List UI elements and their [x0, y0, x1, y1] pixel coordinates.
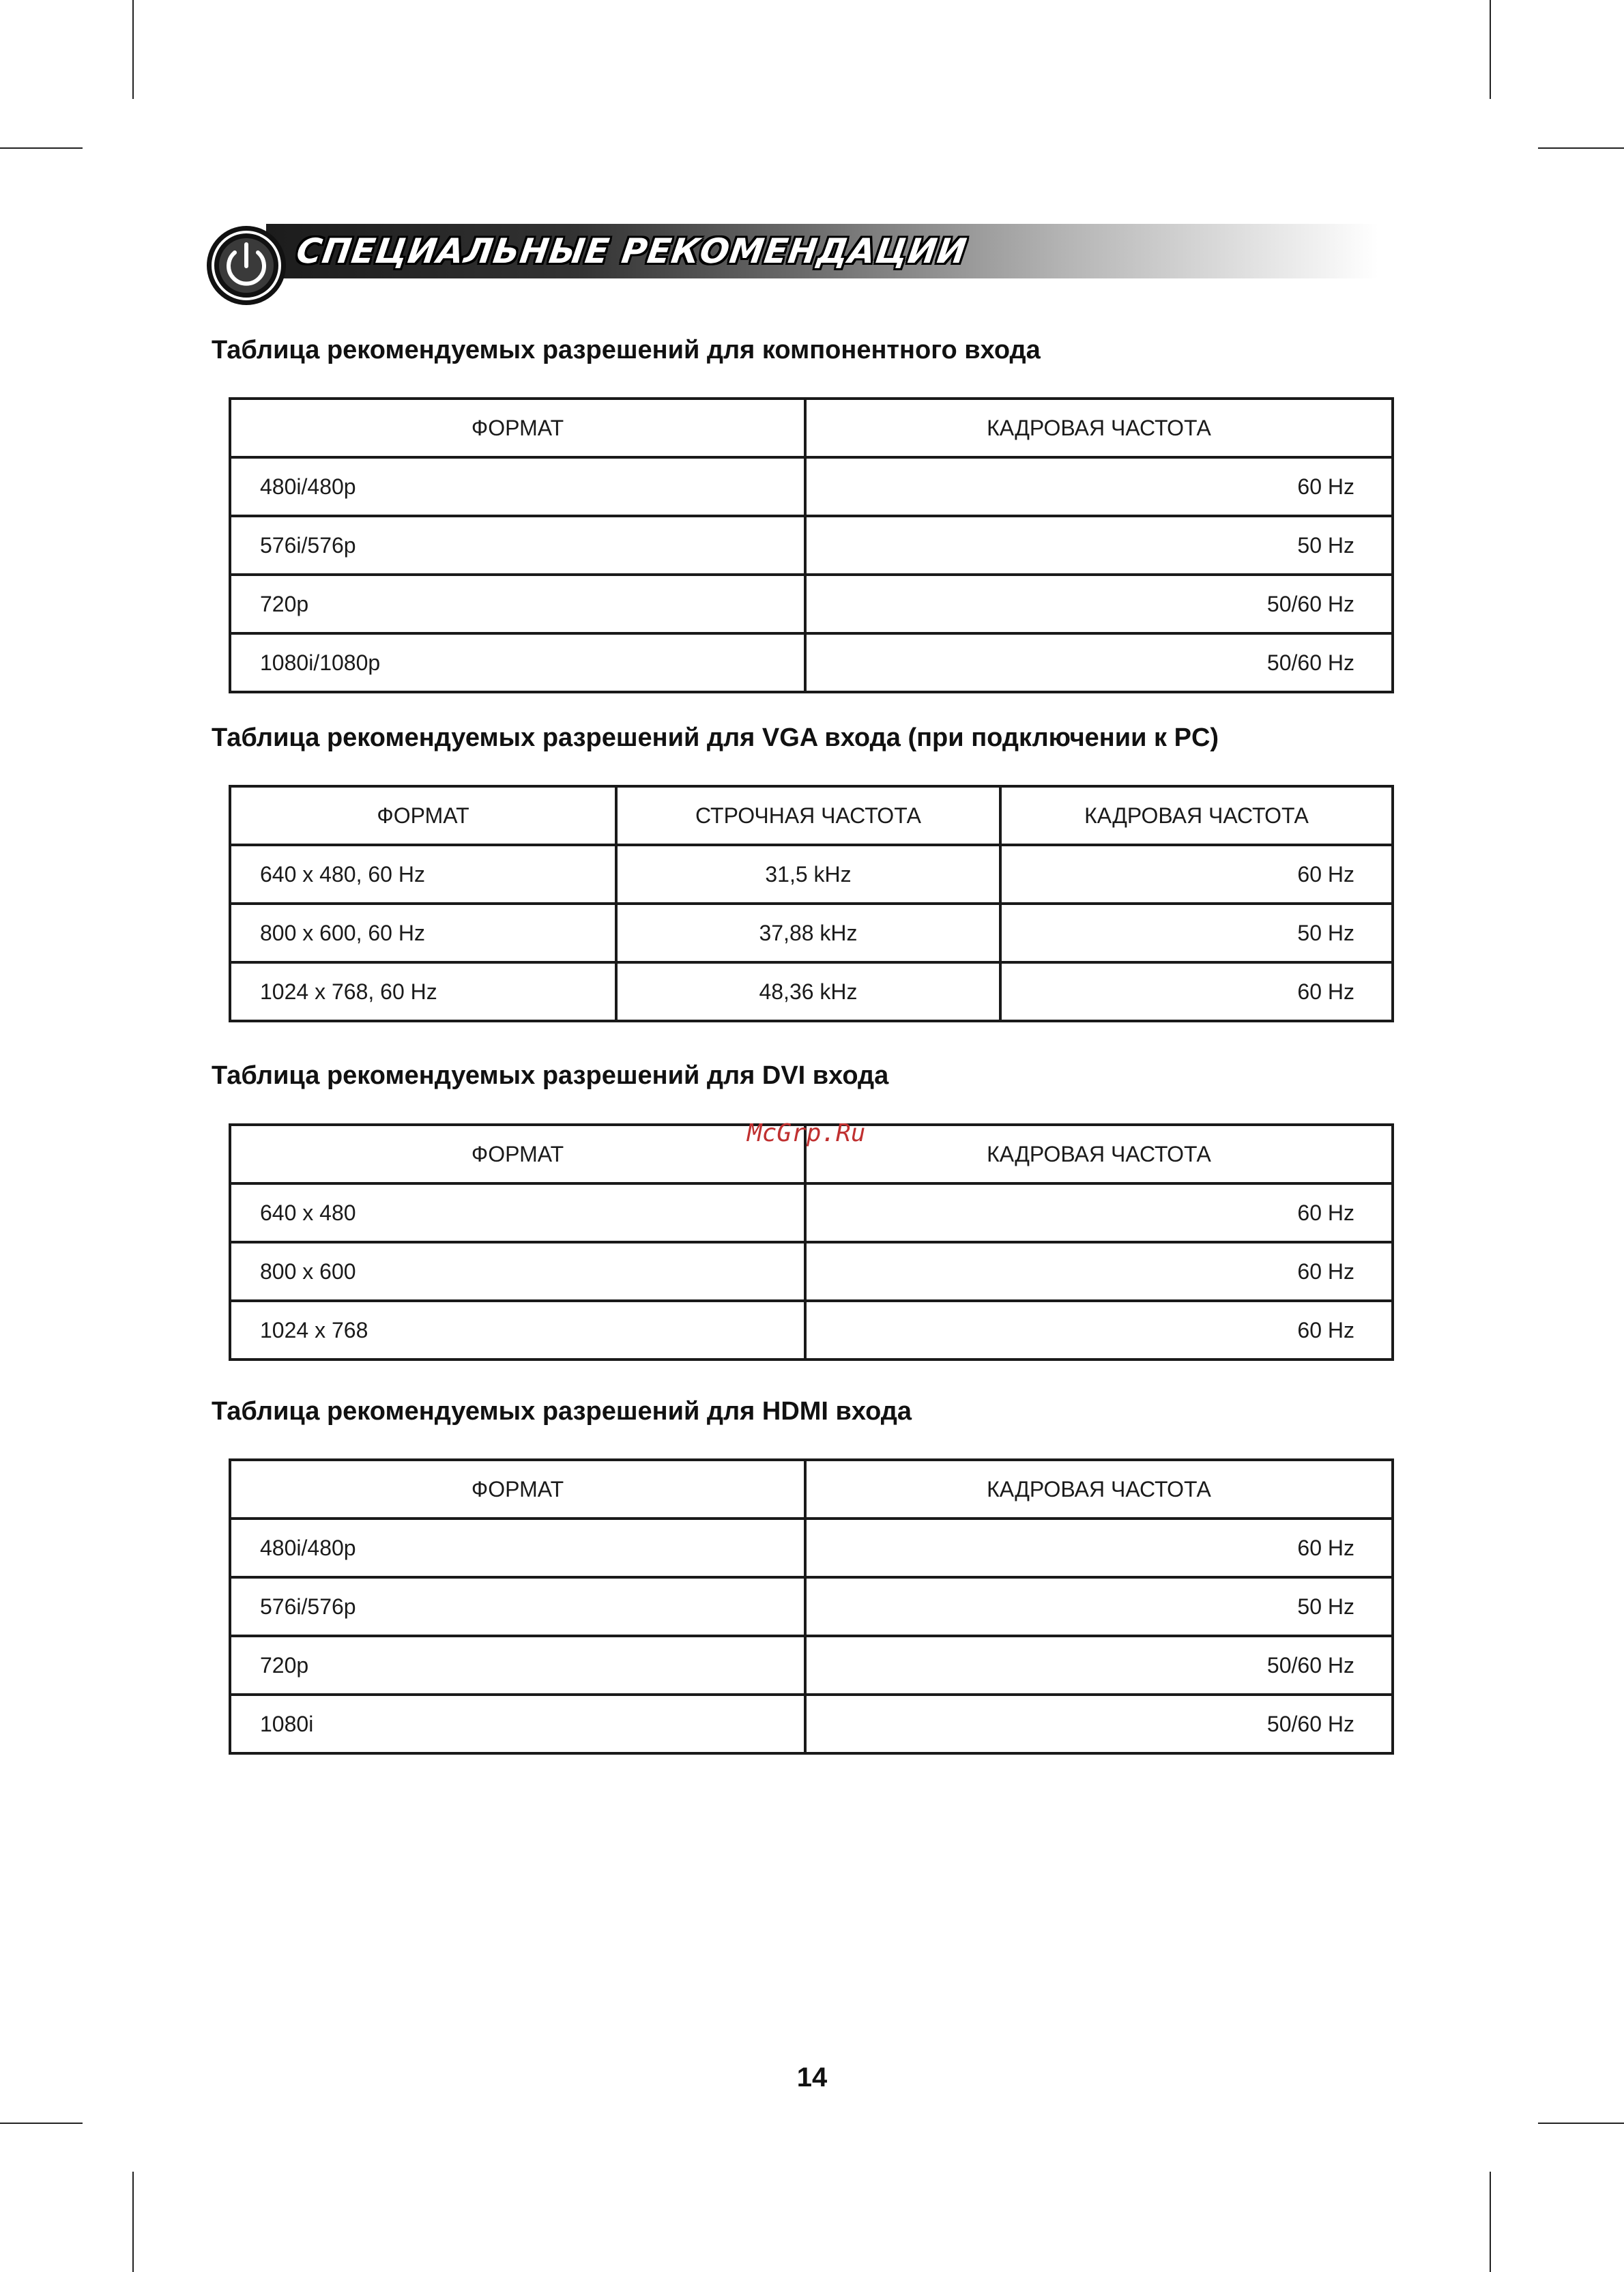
frame-rate-cell: 60 Hz — [1000, 845, 1393, 904]
table-row — [230, 962, 1393, 1021]
header-cell: ФОРМАТ — [230, 1125, 805, 1183]
crop-mark — [1538, 2123, 1624, 2124]
line-rate-cell: 48,36 kHz — [616, 962, 1000, 1021]
frame-rate-cell: 60 Hz — [805, 1242, 1393, 1301]
format-cell: 800 x 600, 60 Hz — [230, 904, 616, 962]
page-title: СПЕЦИАЛЬНЫЕ РЕКОМЕНДАЦИИ — [293, 231, 970, 271]
format-cell: 576i/576p — [230, 1577, 805, 1636]
table-header-row — [230, 786, 1393, 845]
frame-rate-cell: 50 Hz — [805, 516, 1393, 575]
watermark: McGrp.Ru — [747, 1119, 866, 1147]
section-title-component: Таблица рекомендуемых разрешений для компонентного входа — [212, 336, 1041, 364]
format-cell: 1080i/1080p — [230, 633, 805, 692]
table-header-row — [230, 399, 1393, 457]
section-title-dvi: Таблица рекомендуемых разрешений для DVI входа — [212, 1061, 889, 1090]
table-row — [230, 457, 1393, 516]
table-vga — [229, 785, 1394, 1022]
header-cell: ФОРМАТ — [230, 786, 616, 845]
frame-rate-cell: 50 Hz — [805, 1577, 1393, 1636]
table-row — [230, 516, 1393, 575]
table-row — [230, 1636, 1393, 1695]
table-row — [230, 1519, 1393, 1577]
format-cell: 480i/480p — [230, 457, 805, 516]
crop-mark — [1490, 0, 1491, 99]
table-header-row — [230, 1460, 1393, 1519]
format-cell: 576i/576p — [230, 516, 805, 575]
frame-rate-cell: 60 Hz — [1000, 962, 1393, 1021]
section-banner — [205, 224, 1378, 307]
table-row — [230, 1577, 1393, 1636]
frame-rate-cell: 60 Hz — [805, 457, 1393, 516]
table-row — [230, 1242, 1393, 1301]
table-row — [230, 904, 1393, 962]
header-cell: ФОРМАТ — [230, 1460, 805, 1519]
table-row — [230, 575, 1393, 633]
crop-mark — [1538, 147, 1624, 149]
table-hdmi — [229, 1458, 1394, 1755]
frame-rate-cell: 50/60 Hz — [805, 633, 1393, 692]
table-row — [230, 1301, 1393, 1360]
crop-mark — [0, 147, 83, 149]
page-number: 14 — [796, 2062, 828, 2093]
format-cell: 640 x 480 — [230, 1183, 805, 1242]
table-component — [229, 397, 1394, 693]
frame-rate-cell: 60 Hz — [805, 1519, 1393, 1577]
power-icon — [205, 224, 288, 307]
frame-rate-cell: 50/60 Hz — [805, 1636, 1393, 1695]
format-cell: 1024 x 768 — [230, 1301, 805, 1360]
frame-rate-cell: 50 Hz — [1000, 904, 1393, 962]
frame-rate-cell: 50/60 Hz — [805, 1695, 1393, 1753]
crop-mark — [1490, 2172, 1491, 2272]
table-row — [230, 1183, 1393, 1242]
format-cell: 1080i — [230, 1695, 805, 1753]
section-title-hdmi: Таблица рекомендуемых разрешений для HDMI входа — [212, 1397, 912, 1426]
frame-rate-cell: 60 Hz — [805, 1301, 1393, 1360]
crop-mark — [132, 2172, 134, 2272]
crop-mark — [132, 0, 134, 99]
line-rate-cell: 31,5 kHz — [616, 845, 1000, 904]
format-cell: 720p — [230, 575, 805, 633]
table-row — [230, 1695, 1393, 1753]
header-cell: ФОРМАТ — [230, 399, 805, 457]
header-cell: КАДРОВАЯ ЧАСТОТА — [1000, 786, 1393, 845]
header-cell: КАДРОВАЯ ЧАСТОТА — [805, 1460, 1393, 1519]
table-row — [230, 633, 1393, 692]
format-cell: 800 x 600 — [230, 1242, 805, 1301]
line-rate-cell: 37,88 kHz — [616, 904, 1000, 962]
header-cell: КАДРОВАЯ ЧАСТОТА — [805, 1125, 1393, 1183]
table-dvi — [229, 1123, 1394, 1361]
table-row — [230, 845, 1393, 904]
format-cell: 640 x 480, 60 Hz — [230, 845, 616, 904]
crop-mark — [0, 2123, 83, 2124]
format-cell: 480i/480p — [230, 1519, 805, 1577]
header-cell: СТРОЧНАЯ ЧАСТОТА — [616, 786, 1000, 845]
header-cell: КАДРОВАЯ ЧАСТОТА — [805, 399, 1393, 457]
frame-rate-cell: 60 Hz — [805, 1183, 1393, 1242]
format-cell: 720p — [230, 1636, 805, 1695]
frame-rate-cell: 50/60 Hz — [805, 575, 1393, 633]
format-cell: 1024 x 768, 60 Hz — [230, 962, 616, 1021]
section-title-vga: Таблица рекомендуемых разрешений для VGA входа (при подключении к PC) — [212, 723, 1219, 752]
